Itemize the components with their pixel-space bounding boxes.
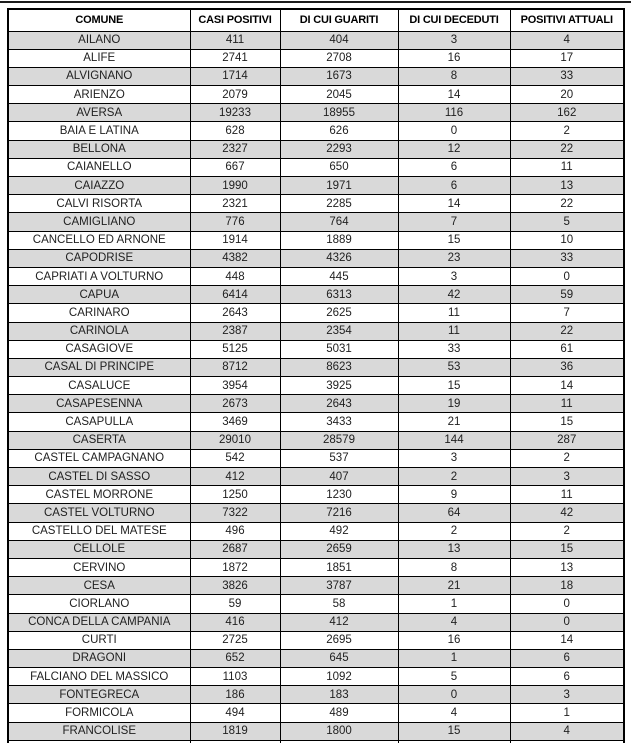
cell-di-cui-guariti: 2625	[280, 304, 398, 322]
cell-positivi-attuali: 287	[510, 431, 624, 449]
cell-di-cui-guariti: 58	[280, 595, 398, 613]
cell-casi-positivi: 2079	[190, 86, 280, 104]
cell-di-cui-guariti: 1230	[280, 486, 398, 504]
table-row	[8, 67, 624, 85]
cell-comune: CASAPULLA	[8, 413, 190, 431]
cell-di-cui-guariti: 2285	[280, 195, 398, 213]
cell-casi-positivi: 29010	[190, 431, 280, 449]
cell-di-cui-guariti: 1971	[280, 177, 398, 195]
cell-di-cui-deceduti: 13	[398, 540, 510, 558]
table-row	[8, 231, 624, 249]
cell-casi-positivi: 628	[190, 122, 280, 140]
cell-comune: FRANCOLISE	[8, 722, 190, 740]
table-row	[8, 322, 624, 340]
table-row	[8, 340, 624, 358]
cell-positivi-attuali: 162	[510, 104, 624, 122]
cell-comune: CASERTA	[8, 431, 190, 449]
cell-comune: FONTEGRECA	[8, 686, 190, 704]
cell-positivi-attuali: 14	[510, 377, 624, 395]
cell-di-cui-deceduti: 21	[398, 413, 510, 431]
cell-positivi-attuali: 13	[510, 177, 624, 195]
cell-positivi-attuali: 22	[510, 140, 624, 158]
cell-di-cui-deceduti: 15	[398, 722, 510, 740]
cell-di-cui-guariti: 1092	[280, 668, 398, 686]
cell-di-cui-guariti: 6313	[280, 286, 398, 304]
cell-di-cui-guariti: 537	[280, 449, 398, 467]
cell-di-cui-deceduti: 12	[398, 140, 510, 158]
cell-casi-positivi: 494	[190, 704, 280, 722]
cell-di-cui-guariti: 2354	[280, 322, 398, 340]
cell-comune: AVERSA	[8, 104, 190, 122]
cell-di-cui-deceduti: 7	[398, 213, 510, 231]
cell-di-cui-deceduti: 116	[398, 104, 510, 122]
cell-comune: CIORLANO	[8, 595, 190, 613]
table-row	[8, 558, 624, 576]
cell-di-cui-guariti: 5031	[280, 340, 398, 358]
cell-comune: CASAL DI PRINCIPE	[8, 358, 190, 376]
cell-casi-positivi: 3469	[190, 413, 280, 431]
cell-di-cui-deceduti: 33	[398, 340, 510, 358]
cell-di-cui-guariti: 183	[280, 686, 398, 704]
cell-di-cui-guariti: 2643	[280, 395, 398, 413]
cell-di-cui-guariti: 650	[280, 158, 398, 176]
cell-positivi-attuali: 18	[510, 577, 624, 595]
header-row	[8, 9, 624, 31]
cell-di-cui-guariti: 4326	[280, 249, 398, 267]
cell-positivi-attuali: 7	[510, 304, 624, 322]
cell-di-cui-deceduti: 6	[398, 158, 510, 176]
cell-positivi-attuali: 33	[510, 67, 624, 85]
cell-positivi-attuali: 3	[510, 686, 624, 704]
cell-positivi-attuali: 11	[510, 486, 624, 504]
cell-positivi-attuali: 10	[510, 231, 624, 249]
cell-comune: CAPRIATI A VOLTURNO	[8, 267, 190, 285]
cell-di-cui-deceduti: 15	[398, 377, 510, 395]
cell-casi-positivi: 186	[190, 686, 280, 704]
table-row	[8, 631, 624, 649]
cell-di-cui-deceduti: 14	[398, 86, 510, 104]
cell-di-cui-guariti: 492	[280, 522, 398, 540]
cell-casi-positivi: 3826	[190, 577, 280, 595]
cell-di-cui-deceduti: 4	[398, 613, 510, 631]
cell-casi-positivi: 412	[190, 468, 280, 486]
table-row	[8, 449, 624, 467]
cell-comune: CARINARO	[8, 304, 190, 322]
cell-di-cui-deceduti: 23	[398, 249, 510, 267]
cell-positivi-attuali: 33	[510, 249, 624, 267]
column-header-di-cui-deceduti: DI CUI DECEDUTI	[398, 9, 510, 31]
cell-di-cui-guariti: 404	[280, 31, 398, 49]
cell-positivi-attuali: 0	[510, 595, 624, 613]
cell-di-cui-deceduti: 16	[398, 631, 510, 649]
cell-di-cui-guariti: 18955	[280, 104, 398, 122]
cell-di-cui-deceduti: 2	[398, 522, 510, 540]
column-header-comune: COMUNE	[8, 9, 190, 31]
table-row	[8, 158, 624, 176]
table-row	[8, 686, 624, 704]
table-row	[8, 49, 624, 67]
cell-di-cui-deceduti: 1	[398, 595, 510, 613]
cell-positivi-attuali: 11	[510, 158, 624, 176]
cell-di-cui-deceduti: 8	[398, 67, 510, 85]
column-header-casi-positivi: CASI POSITIVI	[190, 9, 280, 31]
cell-positivi-attuali: 0	[510, 267, 624, 285]
cell-casi-positivi: 3954	[190, 377, 280, 395]
table-row	[8, 540, 624, 558]
cell-di-cui-deceduti: 16	[398, 49, 510, 67]
cell-casi-positivi: 4382	[190, 249, 280, 267]
table-row	[8, 267, 624, 285]
cell-comune: FORMICOLA	[8, 704, 190, 722]
cell-di-cui-guariti: 28579	[280, 431, 398, 449]
cell-di-cui-guariti: 2659	[280, 540, 398, 558]
table-row	[8, 377, 624, 395]
cell-casi-positivi: 652	[190, 649, 280, 667]
table-row	[8, 577, 624, 595]
table-row	[8, 431, 624, 449]
cell-comune: CAIANELLO	[8, 158, 190, 176]
cell-di-cui-guariti: 407	[280, 468, 398, 486]
covid-cases-table	[7, 8, 625, 743]
cell-positivi-attuali: 6	[510, 649, 624, 667]
cell-positivi-attuali: 15	[510, 413, 624, 431]
table-row	[8, 213, 624, 231]
cell-comune: CASTEL CAMPAGNANO	[8, 449, 190, 467]
cell-di-cui-deceduti: 11	[398, 322, 510, 340]
cell-di-cui-guariti: 645	[280, 649, 398, 667]
cell-casi-positivi: 448	[190, 267, 280, 285]
column-header-positivi-attuali: POSITIVI ATTUALI	[510, 9, 624, 31]
cell-comune: CALVI RISORTA	[8, 195, 190, 213]
cell-casi-positivi: 2643	[190, 304, 280, 322]
cell-di-cui-deceduti: 15	[398, 231, 510, 249]
cell-di-cui-guariti: 412	[280, 613, 398, 631]
table-row	[8, 140, 624, 158]
table-row	[8, 504, 624, 522]
cell-casi-positivi: 2321	[190, 195, 280, 213]
cell-di-cui-guariti: 7216	[280, 504, 398, 522]
cell-positivi-attuali: 22	[510, 195, 624, 213]
cell-casi-positivi: 19233	[190, 104, 280, 122]
cell-di-cui-guariti: 3925	[280, 377, 398, 395]
table-row	[8, 613, 624, 631]
cell-casi-positivi: 2741	[190, 49, 280, 67]
cell-comune: FALCIANO DEL MASSICO	[8, 668, 190, 686]
cell-positivi-attuali: 3	[510, 468, 624, 486]
table-body	[8, 31, 624, 743]
cell-casi-positivi: 7322	[190, 504, 280, 522]
cell-comune: CASAPESENNA	[8, 395, 190, 413]
table-row	[8, 104, 624, 122]
cell-casi-positivi: 2327	[190, 140, 280, 158]
cell-positivi-attuali: 13	[510, 558, 624, 576]
cell-comune: CURTI	[8, 631, 190, 649]
table-row	[8, 358, 624, 376]
cell-comune: CANCELLO ED ARNONE	[8, 231, 190, 249]
cell-di-cui-deceduti: 5	[398, 668, 510, 686]
cell-casi-positivi: 496	[190, 522, 280, 540]
cell-casi-positivi: 1819	[190, 722, 280, 740]
cell-positivi-attuali: 59	[510, 286, 624, 304]
cell-positivi-attuali: 14	[510, 631, 624, 649]
cell-di-cui-guariti: 1851	[280, 558, 398, 576]
cell-casi-positivi: 411	[190, 31, 280, 49]
cell-positivi-attuali: 22	[510, 322, 624, 340]
cell-di-cui-deceduti: 53	[398, 358, 510, 376]
cell-di-cui-guariti: 3787	[280, 577, 398, 595]
cell-positivi-attuali: 20	[510, 86, 624, 104]
table-row	[8, 86, 624, 104]
cell-di-cui-guariti: 1800	[280, 722, 398, 740]
cell-casi-positivi: 8712	[190, 358, 280, 376]
table-row	[8, 649, 624, 667]
table-row	[8, 304, 624, 322]
cell-comune: CASTEL MORRONE	[8, 486, 190, 504]
table-row	[8, 286, 624, 304]
table-row	[8, 595, 624, 613]
cell-comune: CAMIGLIANO	[8, 213, 190, 231]
cell-di-cui-deceduti: 3	[398, 31, 510, 49]
cell-casi-positivi: 1914	[190, 231, 280, 249]
table-row	[8, 522, 624, 540]
cell-di-cui-deceduti: 42	[398, 286, 510, 304]
cell-comune: DRAGONI	[8, 649, 190, 667]
cell-casi-positivi: 1714	[190, 67, 280, 85]
cell-casi-positivi: 1872	[190, 558, 280, 576]
cell-positivi-attuali: 2	[510, 522, 624, 540]
cell-casi-positivi: 416	[190, 613, 280, 631]
cell-di-cui-deceduti: 9	[398, 486, 510, 504]
cell-di-cui-guariti: 3433	[280, 413, 398, 431]
cell-casi-positivi: 1103	[190, 668, 280, 686]
cell-di-cui-guariti: 626	[280, 122, 398, 140]
cell-comune: CESA	[8, 577, 190, 595]
cell-comune: BAIA E LATINA	[8, 122, 190, 140]
cell-di-cui-guariti: 1673	[280, 67, 398, 85]
cell-di-cui-deceduti: 64	[398, 504, 510, 522]
cell-di-cui-deceduti: 0	[398, 686, 510, 704]
table-row	[8, 395, 624, 413]
table-row	[8, 31, 624, 49]
cell-comune: CASTEL VOLTURNO	[8, 504, 190, 522]
cell-di-cui-deceduti: 6	[398, 177, 510, 195]
cell-casi-positivi: 59	[190, 595, 280, 613]
table-row	[8, 668, 624, 686]
cell-di-cui-deceduti: 21	[398, 577, 510, 595]
cell-di-cui-guariti: 2045	[280, 86, 398, 104]
cell-comune: AILANO	[8, 31, 190, 49]
cell-di-cui-deceduti: 19	[398, 395, 510, 413]
table-row	[8, 195, 624, 213]
cell-positivi-attuali: 61	[510, 340, 624, 358]
cell-di-cui-deceduti: 3	[398, 449, 510, 467]
cell-di-cui-guariti: 764	[280, 213, 398, 231]
cell-casi-positivi: 2725	[190, 631, 280, 649]
table-row	[8, 722, 624, 740]
cell-casi-positivi: 1990	[190, 177, 280, 195]
cell-comune: CASTELLO DEL MATESE	[8, 522, 190, 540]
cell-comune: BELLONA	[8, 140, 190, 158]
cell-di-cui-deceduti: 4	[398, 704, 510, 722]
cell-casi-positivi: 2387	[190, 322, 280, 340]
table-row	[8, 486, 624, 504]
cell-comune: CASALUCE	[8, 377, 190, 395]
cell-positivi-attuali: 1	[510, 704, 624, 722]
cell-comune: CAPODRISE	[8, 249, 190, 267]
cell-positivi-attuali: 11	[510, 395, 624, 413]
cell-comune: CAIAZZO	[8, 177, 190, 195]
cell-casi-positivi: 2687	[190, 540, 280, 558]
cell-positivi-attuali: 4	[510, 31, 624, 49]
cell-comune: CELLOLE	[8, 540, 190, 558]
cell-di-cui-deceduti: 3	[398, 267, 510, 285]
cell-di-cui-deceduti: 8	[398, 558, 510, 576]
cell-comune: ALIFE	[8, 49, 190, 67]
cell-comune: CAPUA	[8, 286, 190, 304]
cell-casi-positivi: 2673	[190, 395, 280, 413]
cell-di-cui-guariti: 2708	[280, 49, 398, 67]
table-row	[8, 413, 624, 431]
cell-casi-positivi: 6414	[190, 286, 280, 304]
cell-comune: ALVIGNANO	[8, 67, 190, 85]
cell-positivi-attuali: 5	[510, 213, 624, 231]
cell-positivi-attuali: 2	[510, 122, 624, 140]
cell-casi-positivi: 542	[190, 449, 280, 467]
cell-di-cui-deceduti: 2	[398, 468, 510, 486]
cell-di-cui-guariti: 8623	[280, 358, 398, 376]
cell-comune: CARINOLA	[8, 322, 190, 340]
cell-di-cui-guariti: 445	[280, 267, 398, 285]
cell-comune: CONCA DELLA CAMPANIA	[8, 613, 190, 631]
cell-di-cui-deceduti: 144	[398, 431, 510, 449]
cell-di-cui-deceduti: 11	[398, 304, 510, 322]
cell-casi-positivi: 667	[190, 158, 280, 176]
cell-comune: CASAGIOVE	[8, 340, 190, 358]
cell-di-cui-guariti: 2293	[280, 140, 398, 158]
cell-positivi-attuali: 15	[510, 540, 624, 558]
cell-casi-positivi: 776	[190, 213, 280, 231]
cell-di-cui-guariti: 2695	[280, 631, 398, 649]
cell-comune: CASTEL DI SASSO	[8, 468, 190, 486]
cell-positivi-attuali: 42	[510, 504, 624, 522]
cell-casi-positivi: 5125	[190, 340, 280, 358]
cell-positivi-attuali: 17	[510, 49, 624, 67]
cell-positivi-attuali: 0	[510, 613, 624, 631]
cell-di-cui-deceduti: 0	[398, 122, 510, 140]
cell-positivi-attuali: 6	[510, 668, 624, 686]
table-row	[8, 468, 624, 486]
cell-positivi-attuali: 4	[510, 722, 624, 740]
table-row	[8, 177, 624, 195]
cell-casi-positivi: 1250	[190, 486, 280, 504]
cell-di-cui-guariti: 1889	[280, 231, 398, 249]
column-header-di-cui-guariti: DI CUI GUARITI	[280, 9, 398, 31]
cell-positivi-attuali: 36	[510, 358, 624, 376]
top-crop-line	[0, 1, 631, 3]
table-head	[8, 9, 624, 31]
table-row	[8, 704, 624, 722]
table-row	[8, 122, 624, 140]
cell-di-cui-deceduti: 14	[398, 195, 510, 213]
cell-di-cui-deceduti: 1	[398, 649, 510, 667]
table-row	[8, 249, 624, 267]
cell-comune: ARIENZO	[8, 86, 190, 104]
cell-positivi-attuali: 2	[510, 449, 624, 467]
cell-di-cui-guariti: 489	[280, 704, 398, 722]
cell-comune: CERVINO	[8, 558, 190, 576]
